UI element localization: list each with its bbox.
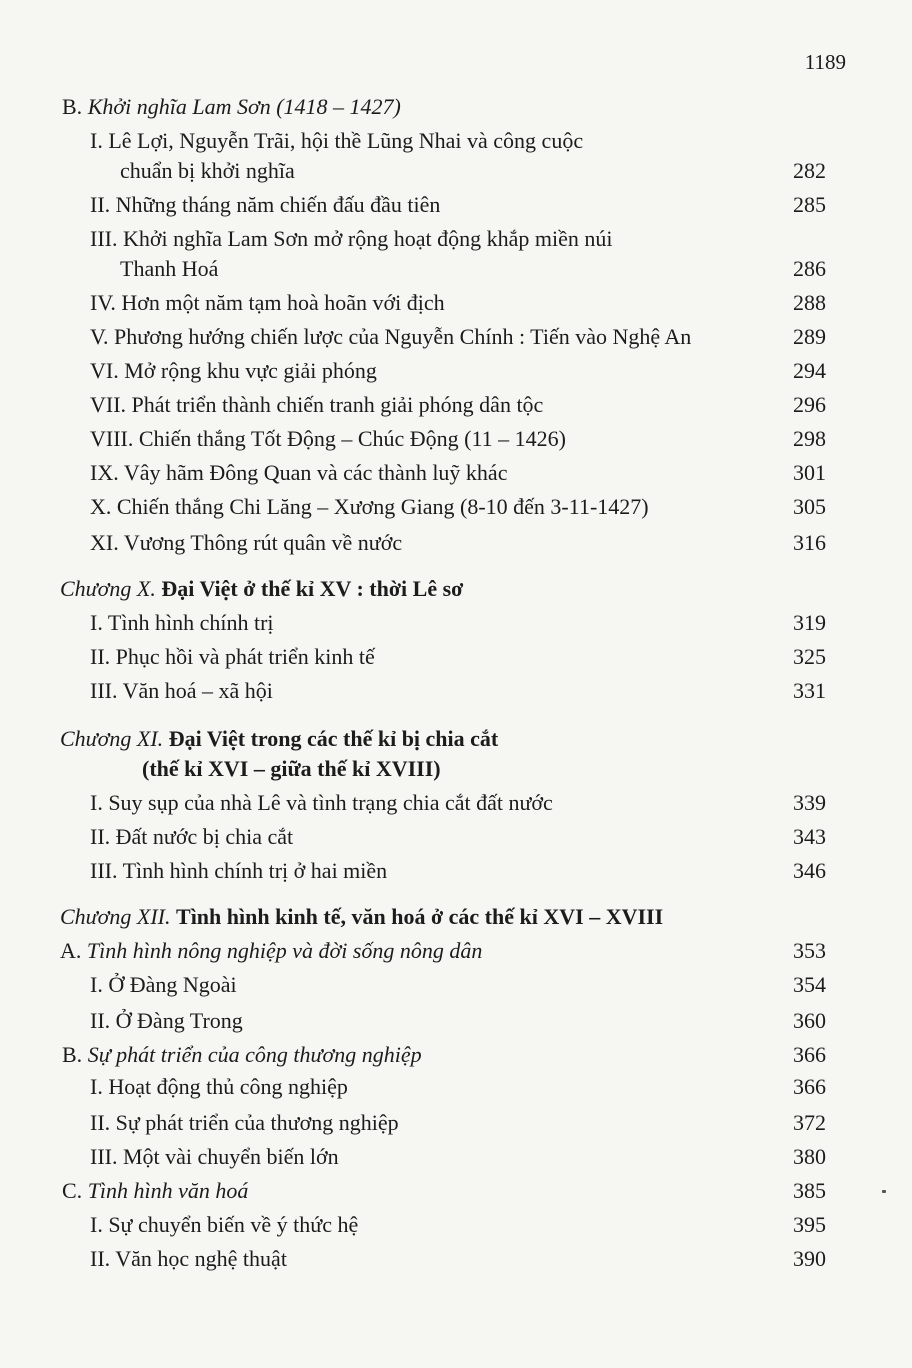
toc-entry-label — [90, 528, 402, 558]
toc-entry-text: II. Sự phát triển của thương nghiệp — [90, 1110, 399, 1135]
toc-entry-text: Tình hình kinh tế, văn hoá ở các thế kỉ XVI – XVIII — [176, 904, 664, 929]
toc-entry — [90, 322, 826, 352]
toc-entry — [62, 92, 826, 122]
toc-entry-label — [90, 788, 553, 818]
toc-entry-text: II. Văn học nghệ thuật — [90, 1246, 287, 1271]
toc-entry-label — [90, 458, 507, 488]
toc-entry-text: II. Ở Đàng Trong — [90, 1008, 243, 1033]
toc-entry-text: chuẩn bị khởi nghĩa — [120, 158, 295, 183]
toc-entry-label — [90, 856, 387, 886]
toc-entry-prefix: C. — [62, 1178, 88, 1203]
toc-entry — [90, 676, 826, 706]
toc-entry-page: 305 — [793, 494, 826, 519]
toc-entry-text: I. Tình hình chính trị — [90, 610, 274, 635]
toc-entry — [90, 190, 826, 220]
toc-entry — [90, 1142, 826, 1172]
toc-entry — [90, 1006, 826, 1036]
toc-entry-text: III. Tình hình chính trị ở hai miền — [90, 858, 388, 883]
toc-entry — [90, 788, 826, 818]
toc-entry-label — [90, 642, 375, 672]
toc-entry-label — [90, 424, 566, 454]
toc-entry-page: 294 — [793, 358, 826, 383]
toc-entry-page: 316 — [793, 530, 826, 555]
toc-entry-text: III. Một vài chuyển biến lớn — [90, 1144, 339, 1169]
toc-entry-text: V. Phương hướng chiến lược của Nguyễn Chính : Tiến vào Nghệ An — [90, 324, 692, 349]
toc-entry-page: 339 — [793, 790, 826, 815]
toc-entry-label — [60, 936, 482, 966]
toc-entry-text: Đại Việt ở thế kỉ XV : thời Lê sơ — [161, 576, 464, 601]
toc-entry-page: 288 — [793, 290, 826, 315]
toc-entry-prefix: Chương X. — [60, 576, 162, 601]
toc-entry-text: Đại Việt trong các thế kỉ bị chia cắt — [168, 726, 499, 751]
toc-entry-text: I. Hoạt động thủ công nghiệp — [90, 1074, 348, 1099]
toc-entry-page: 319 — [793, 610, 826, 635]
toc-entry — [120, 254, 826, 284]
toc-entry-label — [90, 1244, 287, 1274]
toc-entry-page: 331 — [793, 678, 826, 703]
toc-entry-prefix: A. — [60, 938, 87, 963]
toc-entry — [90, 126, 826, 156]
toc-entry-page: 286 — [793, 256, 826, 281]
toc-entry-label — [60, 724, 498, 754]
toc-entry — [90, 822, 826, 852]
toc-entry-label — [90, 1142, 339, 1172]
toc-entry-label — [62, 92, 401, 122]
toc-entry — [90, 528, 826, 558]
toc-entry — [90, 970, 826, 1000]
toc-entry — [60, 724, 826, 754]
toc-entry — [90, 1072, 826, 1102]
toc-entry — [90, 424, 826, 454]
toc-entry-text: Thanh Hoá — [120, 256, 219, 281]
toc-entry — [62, 1176, 826, 1206]
toc-entry-page: 366 — [793, 1042, 826, 1067]
toc-entry-text: (thế kỉ XVI – giữa thế kỉ XVIII) — [142, 756, 441, 781]
toc-entry-label — [120, 156, 295, 186]
toc-entry-label — [90, 676, 273, 706]
toc-entry-text: II. Những tháng năm chiến đấu đầu tiên — [90, 192, 441, 217]
toc-entry-label — [60, 902, 663, 932]
toc-entry-label — [62, 1040, 422, 1070]
toc-entry-text: II. Phục hồi và phát triển kinh tế — [90, 644, 375, 669]
toc-entry-text: X. Chiến thắng Chi Lăng – Xương Giang (8-10 đến 3-11-1427) — [90, 494, 649, 519]
toc-entry-label — [90, 492, 649, 522]
toc-entry-text: XI. Vương Thông rút quân về nước — [90, 530, 403, 555]
toc-entry-label — [90, 224, 613, 254]
toc-entry-page: 360 — [793, 1008, 826, 1033]
toc-entry-page: 301 — [793, 460, 826, 485]
toc-entry-page: 366 — [793, 1074, 826, 1099]
toc-entry-label — [90, 970, 237, 1000]
toc-entry — [120, 156, 826, 186]
toc-entry-label — [90, 1108, 399, 1138]
toc-entry-prefix: Chương XI. — [60, 726, 169, 751]
toc-entry-label — [90, 126, 583, 156]
toc-entry — [90, 642, 826, 672]
toc-entry-text: I. Suy sụp của nhà Lê và tình trạng chia cắt đất nước — [90, 790, 553, 815]
toc-entry-page: 346 — [793, 858, 826, 883]
toc-entry-text: Sự phát triển của công thương nghiệp — [87, 1042, 422, 1067]
toc-entry — [90, 492, 826, 522]
toc-entry-page: 289 — [793, 324, 826, 349]
toc-entry-text: I. Lê Lợi, Nguyễn Trãi, hội thề Lũng Nhai và công cuộc — [90, 128, 584, 153]
toc-entry-label — [60, 574, 463, 604]
toc-entry-page: 325 — [793, 644, 826, 669]
toc-entry — [60, 936, 826, 966]
toc-entry-label — [90, 390, 543, 420]
toc-entry-label — [90, 1072, 348, 1102]
toc-entry-page: 354 — [793, 972, 826, 997]
toc-entry — [90, 856, 826, 886]
toc-entry-prefix: Chương XII. — [60, 904, 177, 929]
toc-entry-label — [90, 356, 377, 386]
toc-entry — [90, 390, 826, 420]
toc-entry — [90, 356, 826, 386]
toc-entry-label — [90, 1006, 243, 1036]
toc-entry-page: 343 — [793, 824, 826, 849]
toc-entry-text: Tình hình nông nghiệp và đời sống nông dân — [86, 938, 483, 963]
toc-entry — [142, 754, 826, 784]
toc-entry-label — [90, 822, 293, 852]
toc-entry-text: III. Khởi nghĩa Lam Sơn mở rộng hoạt động khắp miền núi — [90, 226, 613, 251]
toc-entry-page: 282 — [793, 158, 826, 183]
toc-entry-prefix: B. — [62, 94, 88, 119]
toc-entry-label — [90, 190, 440, 220]
toc-entry-text: Tình hình văn hoá — [87, 1178, 249, 1203]
print-speck — [882, 1190, 886, 1193]
toc-entry — [90, 608, 826, 638]
toc-entry — [90, 224, 826, 254]
toc-entry-page: 296 — [793, 392, 826, 417]
toc-entry-label — [120, 254, 218, 284]
toc-entry — [90, 1244, 826, 1274]
toc-entry-page: 298 — [793, 426, 826, 451]
toc-entry — [90, 1108, 826, 1138]
toc-entry-text: IX. Vây hãm Đông Quan và các thành luỹ khác — [90, 460, 508, 485]
toc-entry-page: 380 — [793, 1144, 826, 1169]
toc-entry-text: I. Ở Đàng Ngoài — [90, 972, 237, 997]
toc-entry-page: 390 — [793, 1246, 826, 1271]
toc-entry — [90, 458, 826, 488]
toc-entry-text: VI. Mở rộng khu vực giải phóng — [90, 358, 377, 383]
toc-entry-label — [62, 1176, 248, 1206]
toc-entry-page: 385 — [793, 1178, 826, 1203]
toc-entry-text: VIII. Chiến thắng Tốt Động – Chúc Động (11 – 1426) — [90, 426, 566, 451]
page-number: 1189 — [804, 50, 846, 74]
toc-entry-page: 285 — [793, 192, 826, 217]
toc-entry-text: II. Đất nước bị chia cắt — [90, 824, 294, 849]
toc-entry — [62, 1040, 826, 1070]
toc-entry-label — [90, 608, 274, 638]
toc-entry-page: 395 — [793, 1212, 826, 1237]
toc-entry-label — [90, 322, 691, 352]
toc-entry-prefix: B. — [62, 1042, 88, 1067]
toc-entry-text: III. Văn hoá – xã hội — [90, 678, 273, 703]
toc-entry-page: 353 — [793, 938, 826, 963]
toc-entry-text: I. Sự chuyển biến về ý thức hệ — [90, 1212, 359, 1237]
toc-entry-label — [90, 1210, 358, 1240]
toc-entry-label — [90, 288, 445, 318]
toc-entry-page: 372 — [793, 1110, 826, 1135]
toc-entry — [90, 288, 826, 318]
toc-entry — [60, 574, 826, 604]
toc-entry-label — [142, 754, 441, 784]
toc-entry — [60, 902, 826, 932]
toc-entry-text: VII. Phát triển thành chiến tranh giải phóng dân tộc — [90, 392, 544, 417]
toc-entry-text: IV. Hơn một năm tạm hoà hoãn với địch — [90, 290, 445, 315]
toc-entry-text: Khởi nghĩa Lam Sơn (1418 – 1427) — [87, 94, 401, 119]
toc-entry — [90, 1210, 826, 1240]
